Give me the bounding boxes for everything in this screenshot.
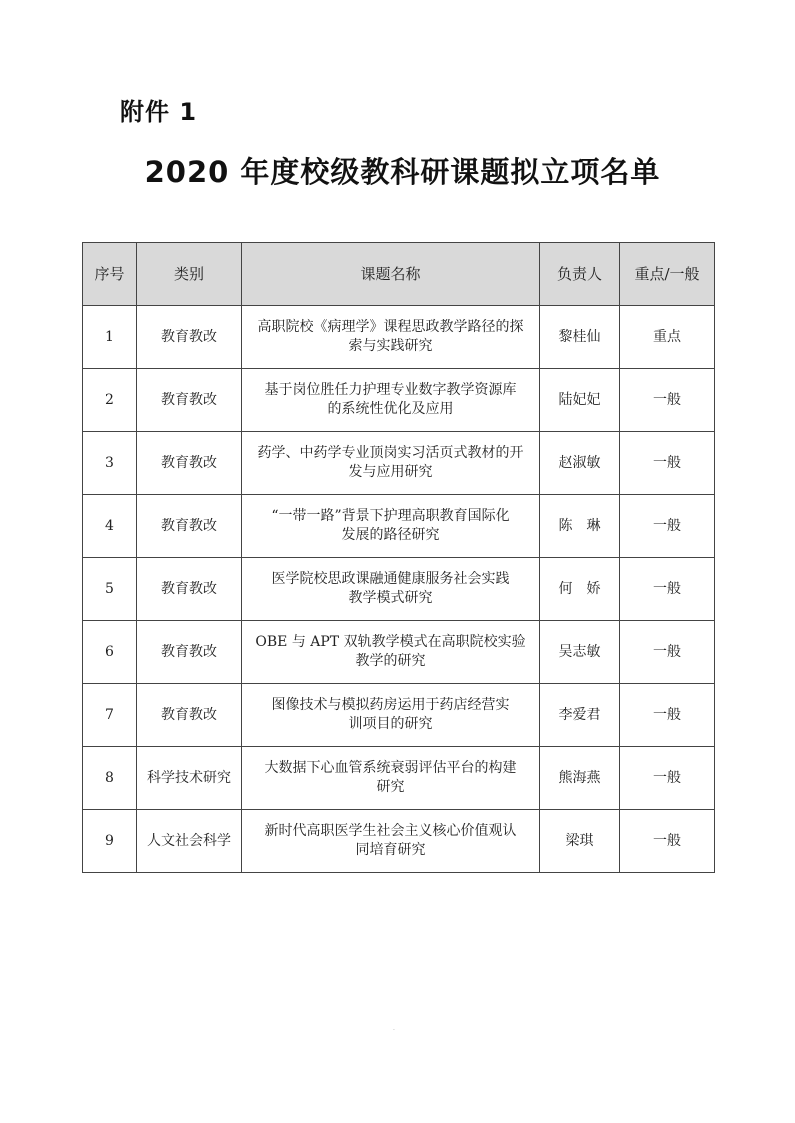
- row-level: 一般: [620, 747, 715, 810]
- row-topic: [242, 747, 540, 810]
- row-topic-line1: 新时代高职医学生社会主义核心价值观认: [264, 823, 517, 839]
- row-topic-line1: 大数据下心血管系统衰弱评估平台的构建: [264, 760, 517, 776]
- row-level: 一般: [620, 810, 715, 873]
- row-no: 6: [83, 621, 137, 684]
- row-topic: [242, 306, 540, 369]
- table-header-row: [83, 243, 715, 306]
- table-row: [83, 558, 715, 621]
- row-topic: [242, 810, 540, 873]
- row-category: 科学技术研究: [137, 747, 242, 810]
- row-level: 一般: [620, 432, 715, 495]
- row-topic-line2: 发展的路径研究: [341, 527, 440, 543]
- row-topic-line2: 发与应用研究: [348, 464, 433, 480]
- table-row: [83, 621, 715, 684]
- row-no: 5: [83, 558, 137, 621]
- row-topic: [242, 432, 540, 495]
- table-row: [83, 747, 715, 810]
- row-leader: 黎桂仙: [540, 306, 620, 369]
- table-row: [83, 495, 715, 558]
- table-row: [83, 306, 715, 369]
- row-category: 教育教改: [137, 495, 242, 558]
- row-topic: [242, 495, 540, 558]
- row-topic-line1: 高职院校《病理学》课程思政教学路径的探: [257, 319, 524, 335]
- table-row: [83, 810, 715, 873]
- row-topic-line1: 医学院校思政课融通健康服务社会实践: [271, 571, 510, 587]
- project-table: [82, 242, 715, 873]
- row-topic-line1: “一带一路”背景下护理高职教育国际化: [271, 508, 510, 524]
- row-no: 9: [83, 810, 137, 873]
- row-level: 一般: [620, 684, 715, 747]
- row-no: 2: [83, 369, 137, 432]
- row-topic-line2: 同培育研究: [355, 842, 426, 858]
- row-leader: 熊海燕: [540, 747, 620, 810]
- row-level: 一般: [620, 495, 715, 558]
- row-leader: 陆妃妃: [540, 369, 620, 432]
- row-topic-line2: 教学模式研究: [348, 590, 433, 606]
- row-level: 重点: [620, 306, 715, 369]
- table-row: [83, 684, 715, 747]
- row-category: 教育教改: [137, 621, 242, 684]
- scan-dot: ·: [393, 1027, 395, 1034]
- row-topic: [242, 621, 540, 684]
- row-topic-line1: 图像技术与模拟药房运用于药店经营实: [271, 697, 510, 713]
- row-leader: 李爱君: [540, 684, 620, 747]
- row-no: 8: [83, 747, 137, 810]
- row-level: 一般: [620, 558, 715, 621]
- row-topic-line2: 研究: [376, 779, 405, 795]
- row-topic-line2: 的系统性优化及应用: [327, 401, 454, 417]
- row-leader: 陈 琳: [540, 495, 620, 558]
- row-no: 4: [83, 495, 137, 558]
- row-no: 1: [83, 306, 137, 369]
- table-row: [83, 432, 715, 495]
- table-row: [83, 369, 715, 432]
- row-topic-line2: 索与实践研究: [348, 338, 433, 354]
- row-leader: 吴志敏: [540, 621, 620, 684]
- row-category: 教育教改: [137, 684, 242, 747]
- row-topic-line2: 教学的研究: [355, 653, 426, 669]
- row-topic-line1: 药学、中药学专业顶岗实习活页式教材的开: [257, 445, 524, 461]
- row-level: 一般: [620, 621, 715, 684]
- header-no: 序号: [83, 243, 137, 306]
- row-category: 教育教改: [137, 432, 242, 495]
- row-topic-line1: 基于岗位胜任力护理专业数字教学资源库: [264, 382, 517, 398]
- header-level: 重点/一般: [620, 243, 715, 306]
- row-level: 一般: [620, 369, 715, 432]
- attachment-label: 附件 1: [120, 98, 198, 126]
- header-topic: 课题名称: [242, 243, 540, 306]
- header-category: 类别: [137, 243, 242, 306]
- row-topic-line1: OBE 与 APT 双轨教学模式在高职院校实验: [255, 634, 526, 650]
- row-no: 7: [83, 684, 137, 747]
- row-category: 人文社会科学: [137, 810, 242, 873]
- row-category: 教育教改: [137, 306, 242, 369]
- row-topic: [242, 369, 540, 432]
- row-leader: 赵淑敏: [540, 432, 620, 495]
- row-topic: [242, 558, 540, 621]
- document-title: 2020 年度校级教科研课题拟立项名单: [144, 155, 661, 189]
- row-leader: 何 娇: [540, 558, 620, 621]
- header-leader: 负责人: [540, 243, 620, 306]
- row-topic: [242, 684, 540, 747]
- row-topic-line2: 训项目的研究: [348, 716, 433, 732]
- row-category: 教育教改: [137, 558, 242, 621]
- row-no: 3: [83, 432, 137, 495]
- row-category: 教育教改: [137, 369, 242, 432]
- row-leader: 梁琪: [540, 810, 620, 873]
